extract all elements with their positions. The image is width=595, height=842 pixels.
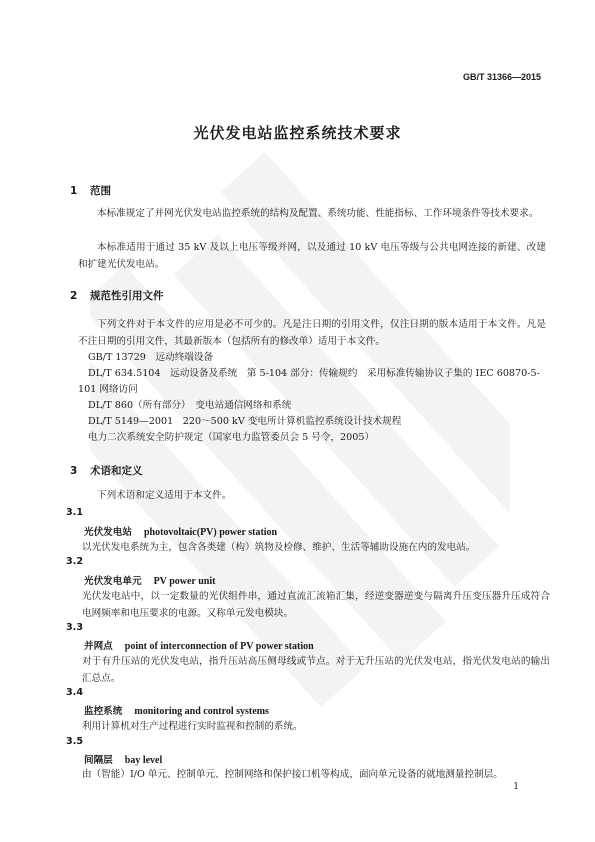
standard-number: GB/T 31366—2015 bbox=[462, 72, 541, 82]
section-title: 术语和定义 bbox=[90, 465, 143, 477]
section-title: 范围 bbox=[90, 185, 111, 197]
clause-number: 3.1 bbox=[66, 507, 83, 518]
term-english: photovoltaic(PV) power station bbox=[143, 527, 278, 538]
term-chinese: 光伏发电站 bbox=[84, 527, 132, 538]
terms-intro: 下列术语和定义适用于本文件。 bbox=[97, 490, 232, 501]
term-heading bbox=[84, 573, 215, 587]
reference-item: 电力二次系统安全防护规定（国家电力监管委员会 5 号令，2005） bbox=[88, 432, 375, 443]
term-heading bbox=[84, 524, 277, 538]
scope-paragraph-2: 本标准适用于通过 35 kV 及以上电压等级并网，以及通过 10 kV 电压等级与公共电网连接的新建、改建和扩建光伏发电站。 bbox=[78, 242, 546, 270]
term-definition: 利用计算机对生产过程进行实时监视和控制的系统。 bbox=[82, 721, 303, 732]
term-chinese: 并网点 bbox=[84, 641, 113, 652]
term-chinese: 光伏发电单元 bbox=[84, 576, 142, 587]
section-title: 规范性引用文件 bbox=[90, 290, 164, 302]
term-chinese: 监控系统 bbox=[84, 706, 123, 717]
reference-item: DL/T 634.5104 远动设备及系统 第 5-104 部分：传输规约 采用标准传输协议子集的 IEC 60870-5-101 网络访问 bbox=[78, 368, 540, 395]
clause-number: 3.5 bbox=[66, 736, 83, 747]
clause-number: 3.4 bbox=[66, 687, 83, 698]
page-number: 1 bbox=[513, 782, 519, 792]
section-heading-terms bbox=[70, 463, 143, 478]
clause-number: 3.2 bbox=[66, 556, 83, 567]
document-title: 光伏发电站监控系统技术要求 bbox=[193, 124, 402, 142]
section-number: 3 bbox=[70, 465, 78, 477]
references-intro: 下列文件对于本文件的应用是必不可少的。凡是注日期的引用文件，仅注日期的版本适用于本文件。凡是不注日期的引用文件，其最新版本（包括所有的修改单）适用于本文件。 bbox=[78, 319, 546, 347]
term-chinese: 间隔层 bbox=[84, 755, 113, 766]
term-heading bbox=[84, 752, 162, 766]
term-english: monitoring and control systems bbox=[134, 706, 269, 717]
reference-item: DL/T 5149—2001 220～500 kV 变电所计算机监控系统设计技术规程 bbox=[88, 416, 402, 427]
section-number: 2 bbox=[70, 290, 78, 302]
section-number: 1 bbox=[70, 185, 78, 197]
term-definition: 对于有升压站的光伏发电站，指升压站高压侧母线或节点。对于无升压站的光伏发电站，指光伏发电站的输出汇总点。 bbox=[82, 656, 550, 684]
term-definition: 以光伏发电系统为主，包含各类建（构）筑物及检修、维护、生活等辅助设施在内的发电站。 bbox=[82, 542, 476, 553]
term-heading bbox=[84, 638, 314, 652]
term-heading bbox=[84, 703, 269, 717]
term-english: bay level bbox=[124, 755, 163, 766]
scope-paragraph-1: 本标准规定了并网光伏发电站监控系统的结构及配置、系统功能、性能指标、工作环境条件等技术要求。 bbox=[97, 208, 539, 219]
reference-item: GB/T 13729 远动终端设备 bbox=[88, 352, 214, 363]
term-english: PV power unit bbox=[153, 576, 216, 587]
term-english: point of interconnection of PV power station bbox=[124, 641, 314, 652]
reference-item: DL/T 860（所有部分） 变电站通信网络和系统 bbox=[88, 400, 292, 411]
section-heading-scope bbox=[70, 183, 111, 198]
clause-number: 3.3 bbox=[66, 622, 83, 633]
term-definition: 由（智能）I/O 单元、控制单元、控制网络和保护接口机等构成，面向单元设备的就地测量控制层。 bbox=[82, 769, 503, 780]
term-definition: 光伏发电站中，以一定数量的光伏组件串，通过直流汇流箱汇集，经逆变器逆变与隔离升压变压器升压成符合电网频率和电压要求的电源。又称单元发电模块。 bbox=[82, 591, 550, 619]
section-heading-normative-references bbox=[70, 288, 164, 303]
